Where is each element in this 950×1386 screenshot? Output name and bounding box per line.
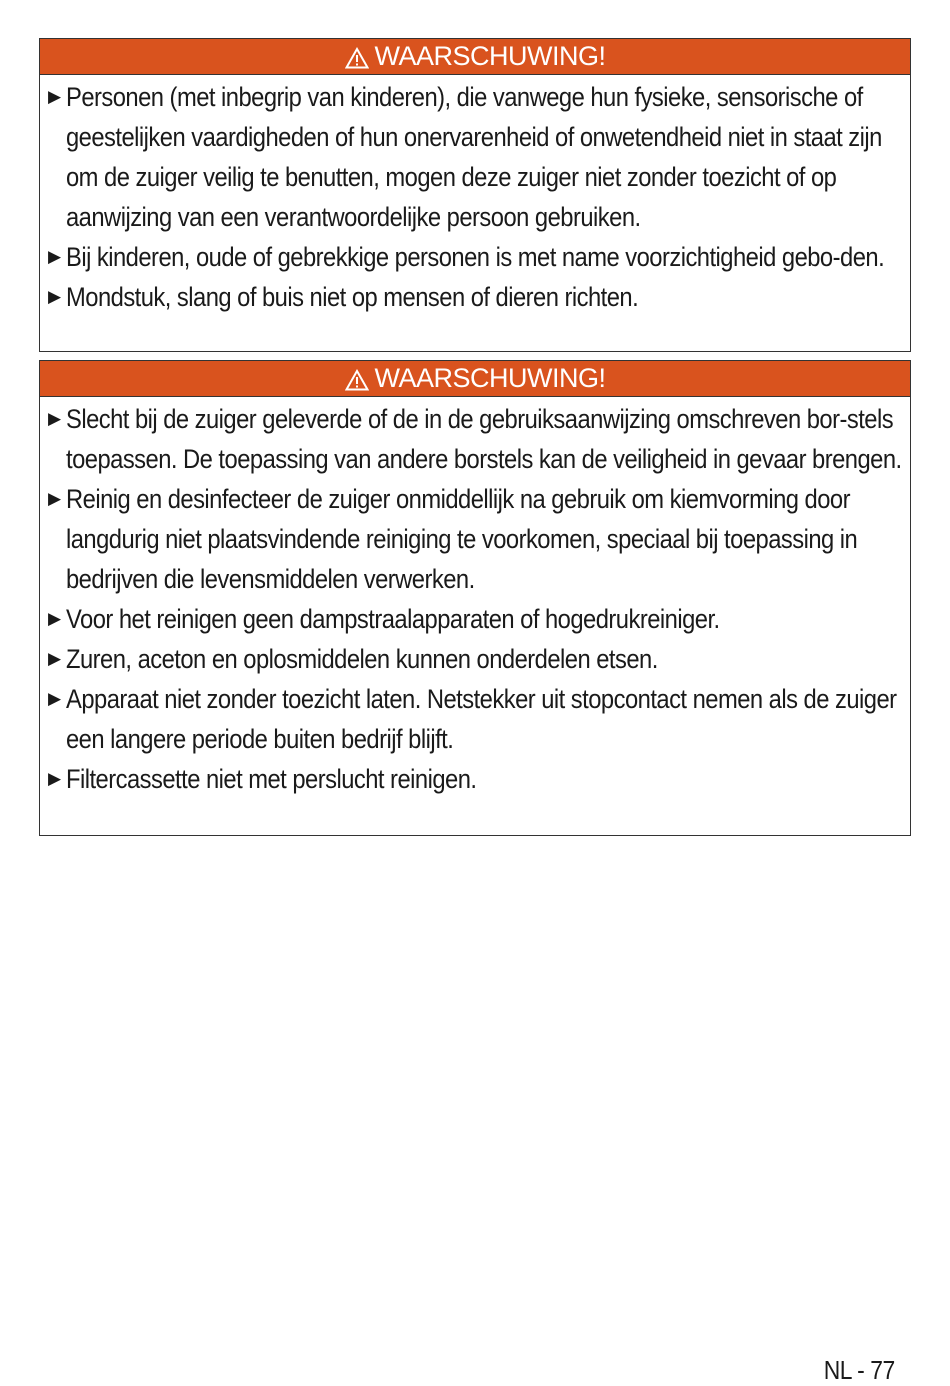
list-item-text: Filtercassette niet met perslucht reinigen.: [66, 764, 477, 794]
list-item-text: Zuren, aceton en oplosmiddelen kunnen onderdelen etsen.: [66, 644, 658, 674]
triangle-bullet-icon: ▶: [48, 247, 61, 266]
list-item: [48, 399, 906, 479]
triangle-bullet-icon: ▶: [48, 287, 61, 306]
list-item: [48, 679, 906, 759]
list-item-text: Personen (met inbegrip van kinderen), die vanwege hun fysieke, sensorische of geestelijken vaardigheden of hun onervarenheid of onwetendheid niet in staat zijn om de zuiger veilig te benutten, mogen deze zuiger niet zonder toezicht of op aanwijzing van een verantwoordelijke persoon gebruiken.: [66, 82, 882, 232]
list-item-text: Voor het reinigen geen dampstraalapparaten of hogedrukreiniger.: [66, 604, 720, 634]
list-item: [48, 639, 906, 679]
list-item-text: Slecht bij de zuiger geleverde of de in de gebruiksaanwijzing omschreven bor-stels toepassen. De toepassing van andere borstels kan de veiligheid in gevaar brengen.: [66, 404, 902, 474]
triangle-bullet-icon: ▶: [48, 609, 61, 628]
list-item: [48, 479, 906, 599]
list-item: [48, 237, 906, 277]
list-item-text: Mondstuk, slang of buis niet op mensen of dieren richten.: [66, 282, 639, 312]
triangle-bullet-icon: ▶: [48, 409, 61, 428]
list-item-text: Apparaat niet zonder toezicht laten. Netstekker uit stopcontact nemen als de zuiger een langere periode buiten bedrijf blijft.: [66, 684, 897, 754]
warning-triangle-icon: [345, 47, 369, 69]
triangle-bullet-icon: ▶: [48, 689, 61, 708]
warning-triangle-icon: [345, 369, 369, 391]
warning-header: [40, 39, 910, 75]
triangle-bullet-icon: ▶: [48, 87, 61, 106]
page-number: [814, 1355, 895, 1386]
triangle-bullet-icon: ▶: [48, 489, 61, 508]
warning-list: [40, 75, 910, 317]
list-item: [48, 599, 906, 639]
warning-list: [40, 397, 910, 799]
triangle-bullet-icon: ▶: [48, 769, 61, 788]
page-number-text: NL - 77: [823, 1355, 895, 1385]
list-item: [48, 277, 906, 317]
list-item: [48, 759, 906, 799]
warning-box: [39, 38, 911, 352]
list-item-text: Bij kinderen, oude of gebrekkige personen is met name voorzichtigheid gebo-den.: [66, 242, 885, 272]
list-item-text: Reinig en desinfecteer de zuiger onmiddellijk na gebruik om kiemvorming door langdurig niet plaatsvindende reiniging te voorkomen, speciaal bij toepassing in bedrijven die levensmiddelen verwerken.: [66, 484, 858, 594]
warning-header: [40, 361, 910, 397]
triangle-bullet-icon: ▶: [48, 649, 61, 668]
warning-title: WAARSCHUWING!: [374, 363, 606, 393]
warning-box: [39, 360, 911, 836]
list-item: [48, 77, 906, 237]
warning-title: WAARSCHUWING!: [374, 41, 606, 71]
